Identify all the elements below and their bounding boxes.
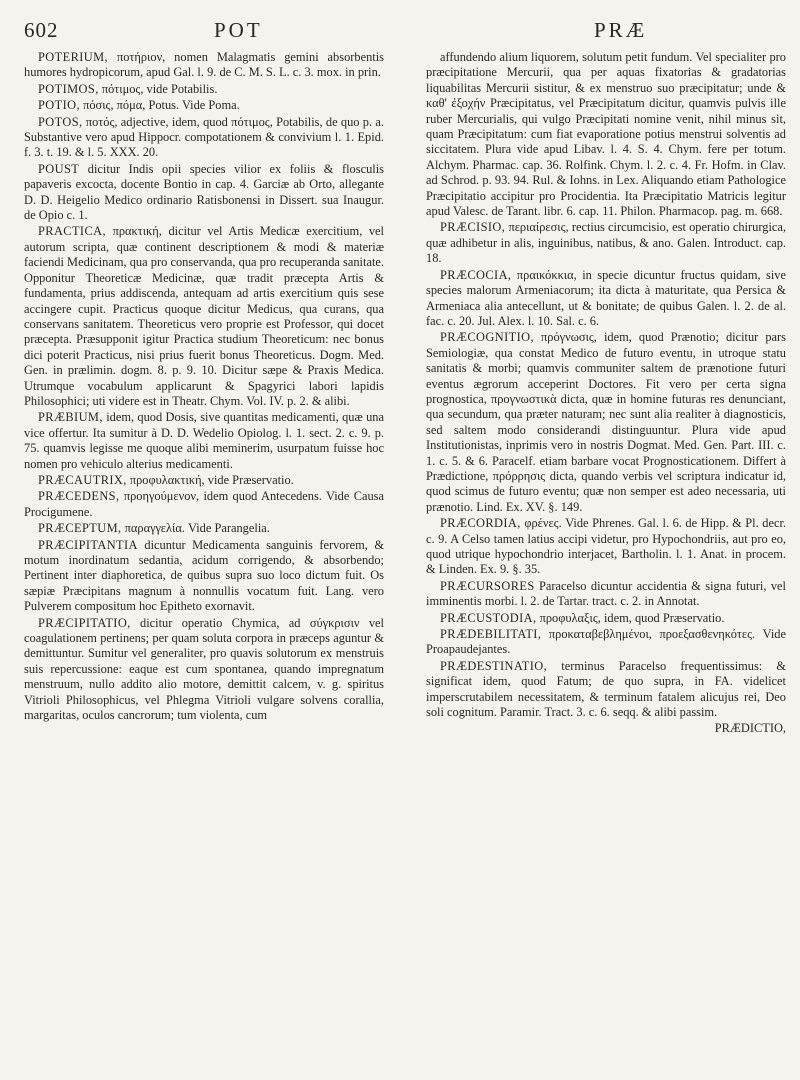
dictionary-entry bbox=[24, 82, 384, 97]
entry-headword: PRÆDESTINATIO, bbox=[440, 658, 548, 673]
entry-headword: PRÆCOGNITIO, bbox=[440, 330, 534, 345]
entry-headword: PRÆCEPTUM, bbox=[38, 521, 122, 536]
entry-text: προκαταβεβλημένοι, προεξασθενηκότες. Vide Proapaudejantes. bbox=[426, 627, 786, 657]
entry-headword: PRÆCISIO, bbox=[440, 220, 506, 235]
entry-headword: PRÆCAUTRIX, bbox=[38, 472, 127, 487]
entry-headword: PRÆCIPITANTIA bbox=[38, 537, 138, 552]
entry-text: πόσις, πόμα, Potus. Vide Poma. bbox=[83, 98, 240, 113]
entry-headword: POTIO, bbox=[38, 98, 80, 113]
entry-headword: POTIMOS, bbox=[38, 81, 99, 96]
entry-text: affundendo alium liquorem, solutum petit fundum. Vel specialiter pro præcipitatione Mercurii, qua per aquas fixatorias & gradatorias liquabilitas Mercurii sistitur, & ex menstruo suo præcipitatur; unde & καθ' ἐξοχήν Præcipitatus, vel Præcipitatum dicitur, quamvis pulvis ille ruber Mercurialis, qui vulgo Præcipitati nomine venit, nihil minus sit, quam Præcipitatum: cum fiat evaporatione potius menstrui solventis ad siccitatem. Plura vide apud Libav. l. 4. S. 4. Chym. fere per totum. Alchym. Pharmac. cap. 36. Rolfink. Chym. l. 2. c. 4. Fr. Hofm. in Clav. ad Schrod. p. 93. 94. Rul. & Iohns. in Lex. Aliquando etiam Pathologice Præcipitatio accipitur pro Procidentia. Ita Præcipitatio Matricis legitur apud Valesc. de Tarant. libr. 6. cap. 11. Philon. Pharmacop. pag. m. 668. bbox=[426, 50, 786, 219]
entry-text: dicitur Indis opii species vilior ex foliis & flosculis papaveris excocta, docente Bontio in cap. 4. Garciæ ab Orto, allegante D. D. Heigelio Medico ordinario Ratisbonensi in Dissert. sua Inaugur. de Opio c. 1. bbox=[24, 161, 384, 223]
entry-headword: PRÆCOCIA, bbox=[440, 267, 512, 282]
dictionary-entry bbox=[426, 330, 786, 515]
entry-text: Paracelso dicuntur accidentia & signa futuri, vel imminentis morbi. l. 2. de Tartar. tract. c. 2. in Annotat. bbox=[426, 578, 786, 609]
catchword: PRÆDICTIO, bbox=[714, 721, 786, 736]
dictionary-entry bbox=[426, 220, 786, 266]
entry-text: περιαίρεσις, rectius circumcisio, est operatio chirurgica, quæ adhibetur in alis, inguinibus, natibus, & ano. Galen. Introduct. cap. 18. bbox=[426, 220, 786, 266]
entry-text: ποτός, adjective, idem, quod πότιμος, Potabilis, de quo p. a. Substantive vero apud Hippocr. compotationem & convivium l. 1. Epid. f. 3. t. 19. & l. 5. XXX. 20. bbox=[24, 114, 384, 160]
dictionary-entry bbox=[24, 162, 384, 224]
dictionary-entry bbox=[426, 611, 786, 626]
text-columns bbox=[24, 50, 786, 738]
entry-text: πρόγνωσις, idem, quod Prænotio; dicitur pars Semiologiæ, qua constat Medico de futuro eventu, in utroque statu sanitatis & morbi; quamvis communiter saltem de prænotione futuri eventus ægrorum acceperint Doctores. Fit vero per certa signa prognostica, προγνωστικὰ dicta, quæ in homine futuras res denunciant, qua secundum, qua præter naturam; nec sunt alia realiter à diagnosticis, sed saltem modo considerandi distinguuntur. Plura vide apud Institutionistas, inprimis vero in nostris Dogmat. Med. Gen. Part. III. c. 1. c. 5. & 6. Paracelf. etiam barbare vocat Prognosticationem. Differt à Prædictione, πρόρρησις dicta, quando verbis vel scriptura indicatur id, quod scimus de futuro eventu; quæ non semper est adeo necessaria, uti prænotio. Lind. Ex. XV. §. 149. bbox=[426, 330, 786, 514]
dictionary-entry bbox=[24, 50, 384, 81]
entry-text: terminus Paracelso frequentissimus: & significat idem, quod Fatum; de quo supra, in FA. videlicet imperscrutabilem necessitatem, & terminum fatalem alicujus rei, Deo soli cognitum. Paramir. Tract. 3. c. 6. seqq. & alibi passim. bbox=[426, 658, 786, 720]
dictionary-entry bbox=[24, 410, 384, 472]
entry-text: idem, quod Dosis, sive quantitas medicamenti, quæ una vice offertur. Ita sumitur à D. D. Wedelio Opiolog. l. 1. sect. 2. c. 9. p. 75. quamvis legisse me quoque alibi meminerim, usurpatum fuisse hoc nomen pro vehiculo alterius medicamenti. bbox=[24, 410, 384, 471]
dictionary-entry bbox=[24, 473, 384, 488]
left-column bbox=[24, 50, 384, 724]
entry-headword: POUST bbox=[38, 161, 80, 176]
entry-text: πρακτική, dicitur vel Artis Medicæ exercitium, vel autorum scripta, quæ continent descriptionem & modi & materiæ faciendi Medicinam, qua pro conservanda, qua pro recuperanda sanitate. Opponitur Theoreticæ Medicinæ, quæ tradit præcepta Artis & fundamenta, prius addiscenda, antequam ad artis exercitium quis sese accingere cupit. Practicus quoque dicitur Medicus, qua curans, qua conservans sanitatem. Theoreticus vero proprie est Professor, qui docet præcepta. Præsupponit igitur Practica studium Theoreticum: nec bonus dici poterit Practicus, nisi prius fuerit bonus Theoreticus. Dogm. Med. Gen. in prælimin. dogm. 8. p. 9. 10. Dicitur sæpe & Praxis Medica. Utrumque vocabulum applicarunt & Spagyrici labori lapidis Philosophici; uti videre est in Theatr. Chym. Vol. IV. p. 2. & alibi. bbox=[24, 224, 384, 408]
dictionary-entry bbox=[24, 616, 384, 724]
dictionary-entry bbox=[426, 659, 786, 721]
entry-headword: PRÆCIPITATIO, bbox=[38, 615, 131, 630]
entry-headword: PRÆCEDENS, bbox=[38, 489, 120, 504]
running-head bbox=[24, 10, 786, 50]
entry-headword: PRÆCURSORES bbox=[440, 578, 535, 593]
entry-headword: POTOS, bbox=[38, 114, 83, 129]
entry-text: παραγγελία. Vide Parangelia. bbox=[124, 521, 270, 536]
entry-headword: PRACTICA, bbox=[38, 224, 106, 239]
dictionary-entry bbox=[24, 521, 384, 536]
entry-headword: PRÆBIUM, bbox=[38, 410, 103, 425]
dictionary-entry bbox=[24, 224, 384, 409]
entry-text: πραικόκκια, in specie dicuntur fructus quidam, sive species malorum Armeniacorum; ita dicta à maturitate, qua Persica & Armeniaca alia antecellunt, ut & bonitate; de quibus Galen. l. 2. de al. fac. c. 20. Jul. Alex. l. 10. Sal. c. 6. bbox=[426, 267, 786, 328]
dictionary-entry bbox=[24, 538, 384, 615]
dictionary-entry bbox=[426, 627, 786, 658]
entry-text: dicuntur Medicamenta sanguinis fervorem, & motum inordinatum sedantia, acidum corrigendo, & absorbendo; Pertinent inter diaphoretica, de quibus supra suo loco dictum fuit. Os sæpiæ Præcipitans magnum à nonnullis vocatum fuit. Lang. vero Pulverem compositum hoc Epitheto exornavit. bbox=[24, 537, 384, 614]
right-running-title: PRÆ bbox=[594, 18, 648, 42]
entry-text: dicitur operatio Chymica, ad σύγκρισιν vel coagulationem pertinens; per quam soluta corpora in præceps aguntur & demittuntur. Sumitur vel generaliter, pro quavis solutorum ex menstruis suis repercussione: eaque est cum spontanea, quando impregnatum menstruum, nullo addito alio motore, demittit calcem, v. g. spiritus Vitrioli Philosophicus, vel Phlegma Vitrioli vulgare solvens corallia, margaritas, oculos cancrorum; tum violenta, cum bbox=[24, 615, 384, 723]
dictionary-entry bbox=[426, 516, 786, 578]
right-column bbox=[426, 50, 786, 738]
left-running-title: POT bbox=[214, 18, 263, 42]
entry-text: ποτήριον, nomen Malagmatis gemini absorbentis humores hydropicorum, apud Gal. l. 9. de C. M. S. L. c. 3. mox. in prin. bbox=[24, 50, 384, 80]
dictionary-entry bbox=[426, 268, 786, 330]
entry-text: προφυλαξις, idem, quod Præservatio. bbox=[539, 610, 725, 625]
dictionary-entry bbox=[24, 115, 384, 161]
entry-headword: PRÆDEBILITATI, bbox=[440, 627, 542, 642]
dictionary-entry bbox=[24, 98, 384, 113]
entry-headword: PRÆCUSTODIA, bbox=[440, 610, 537, 625]
entry-headword: PRÆCORDIA, bbox=[440, 516, 521, 531]
dictionary-entry bbox=[426, 50, 786, 219]
dictionary-entry bbox=[24, 489, 384, 520]
entry-text: προηγούμενον, idem quod Antecedens. Vide Causa Procigumene. bbox=[24, 489, 384, 519]
page-number: 602 bbox=[24, 18, 59, 42]
dictionary-entry bbox=[426, 579, 786, 610]
entry-text: φρένες. Vide Phrenes. Gal. l. 6. de Hipp. & Pl. decr. c. 9. A Celso tamen latius accipi videtur, pro Hypochondriis, aut pro eo, quod utrique hypochondrio interjacet, Bartholin. l. 1. Anat. in procem. & Linden. Ex. 9. §. 35. bbox=[426, 516, 786, 577]
entry-headword: POTERIUM, bbox=[38, 50, 109, 64]
entry-text: πότιμος, vide Potabilis. bbox=[101, 81, 218, 96]
entry-text: προφυλακτική, vide Præservatio. bbox=[129, 472, 294, 487]
